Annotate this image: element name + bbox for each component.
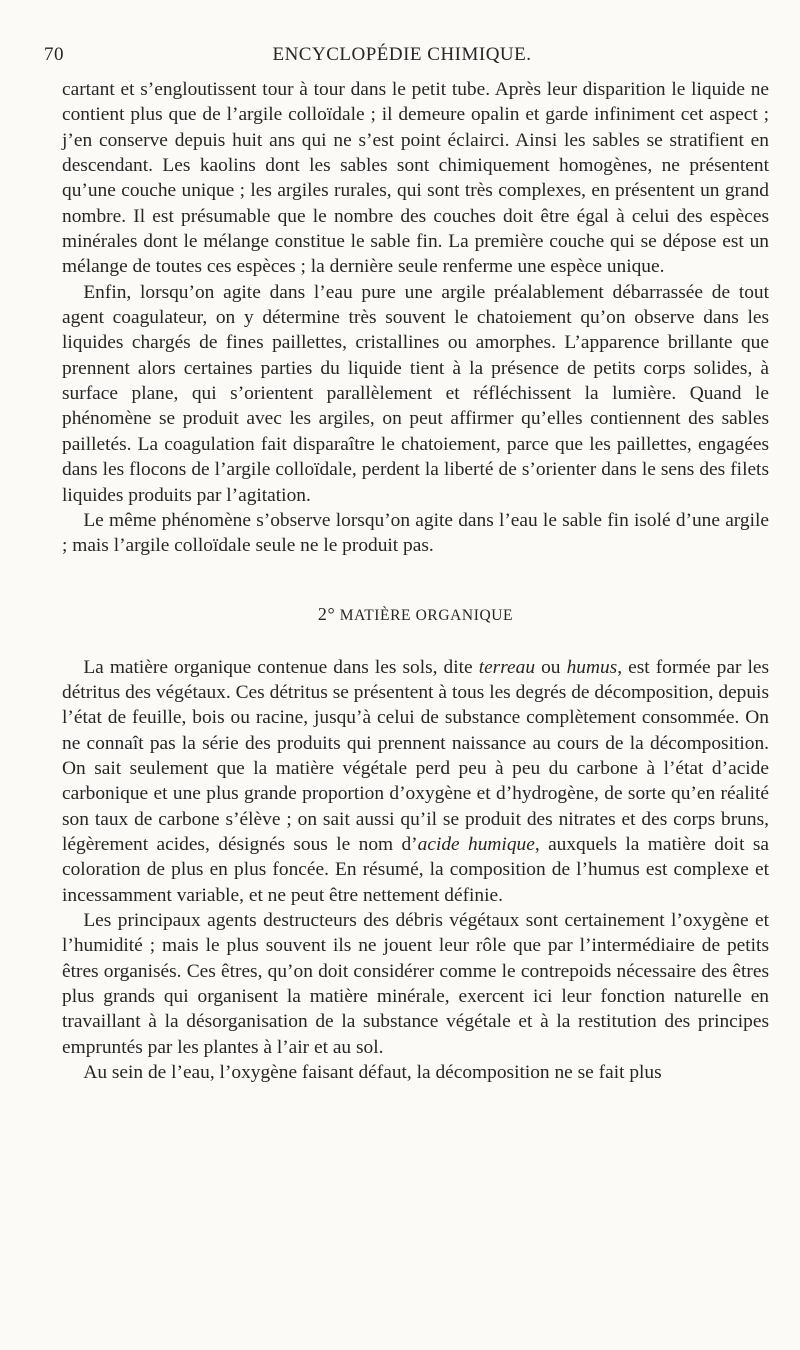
term-humus: humus xyxy=(566,656,618,678)
running-header xyxy=(44,44,760,70)
humus-text-1: La matière organique contenue dans les sols, dite xyxy=(83,656,479,678)
term-terreau: terreau xyxy=(478,656,536,678)
section-title-text: MATIÈRE ORGANIQUE xyxy=(339,606,514,624)
paragraph-agents-destructeurs: Les principaux agents destructeurs des débris végétaux sont certainement l’oxygène et l’humidité ; mais le plus souvent ils ne jouent leur rôle que par l’intermédiaire de petits êtres organisés. Ces êtres, qu’on doit considérer comme le contrepoids nécessaire des êtres plus grands qui organisent la matière minérale, exercent ici leur fonction naturelle en travaillant à la désorganisation de la substance végétale et à la restitution des principes empruntés par les plantes à l’air et au sol. xyxy=(62,909,769,1058)
running-title: ENCYCLOPÉDIE CHIMIQUE. xyxy=(272,44,532,65)
paragraph-sein-de-eau: Au sein de l’eau, l’oxygène faisant défaut, la décomposition ne se fait plus xyxy=(83,1062,662,1084)
humus-text-4: , auxquels la matière doit sa coloration de plus en plus foncée. En résumé, la composition de l’humus est complexe et incessamment variable, et ne peut être nettement définie. xyxy=(62,833,769,906)
humus-text-3: , est formée par les détritus des végétaux. Ces détritus se présentent à tous les degrés de décomposition, depuis l’état de feuille, bois ou racine, jusqu’à celui de substance complètement consommée. On ne connaît pas la série des produits qui prennent naissance au cours de la décomposition. On sait seulement que la matière végétale perd peu à peu du carbone à l’état d’acide carbonique et une plus grande proportion d’oxygène et d’hydrogène, de sorte qu’en réalité son taux de carbone s’élève ; on sait aussi qu’il se produit des nitrates et des corps bruns, légèrement acides, désignés sous le nom d’ xyxy=(62,656,769,855)
paragraph-chatoiement: Enfin, lorsqu’on agite dans l’eau pure une argile préalablement débarrassée de tout agent coagulateur, on y détermine très souvent le chatoiement qu’on observe dans les liquides chargés de fines paillettes, cristallines ou amorphes. L’apparence brillante que prennent alors certaines parties du liquide tient à la présence de petits corps solides, à surface plane, qui s’orientent parallèlement et réfléchissent la lumière. Quand le phénomène se produit avec les argiles, on peut affirmer qu’elles contiennent des sables pailletés. La coagulation fait disparaître le chatoiement, parce que les paillettes, engagées dans les flocons de l’argile colloïdale, perdent la liberté de s’orienter dans le sens des filets liquides produits par l’agitation. xyxy=(62,281,769,506)
term-acide-humique: acide humique xyxy=(417,833,535,855)
paragraph-sedimentation: cartant et s’engloutissent tour à tour dans le petit tube. Après leur disparition le liquide ne contient plus que de l’argile colloïdale ; il demeure opalin et garde infiniment cet aspect ; j’en conserve depuis huit ans qui ne s’est point éclairci. Ainsi les sables se stratifient en descendant. Les kaolins dont les sables sont chimiquement homogènes, ne présentent qu’une couche unique ; les argiles rurales, qui sont très complexes, en présentent un grand nombre. Il est présumable que le nombre des couches doit être égal à celui des espèces minérales dont le mélange constitue le sable fin. La première couche qui se dépose est un mélange de toutes ces espèces ; la dernière seule renferme une espèce unique. xyxy=(62,79,769,278)
section-number: 2° xyxy=(317,603,336,624)
body-text xyxy=(62,77,769,1085)
paragraph-humus xyxy=(62,655,769,908)
humus-text-2: ou xyxy=(535,656,567,678)
page-number: 70 xyxy=(44,44,64,65)
paragraph-sable-fin: Le même phénomène s’observe lorsqu’on agite dans l’eau le sable fin isolé d’une argile ; mais l’argile colloïdale seule ne le produit pas. xyxy=(62,509,769,557)
section-heading xyxy=(62,603,769,627)
